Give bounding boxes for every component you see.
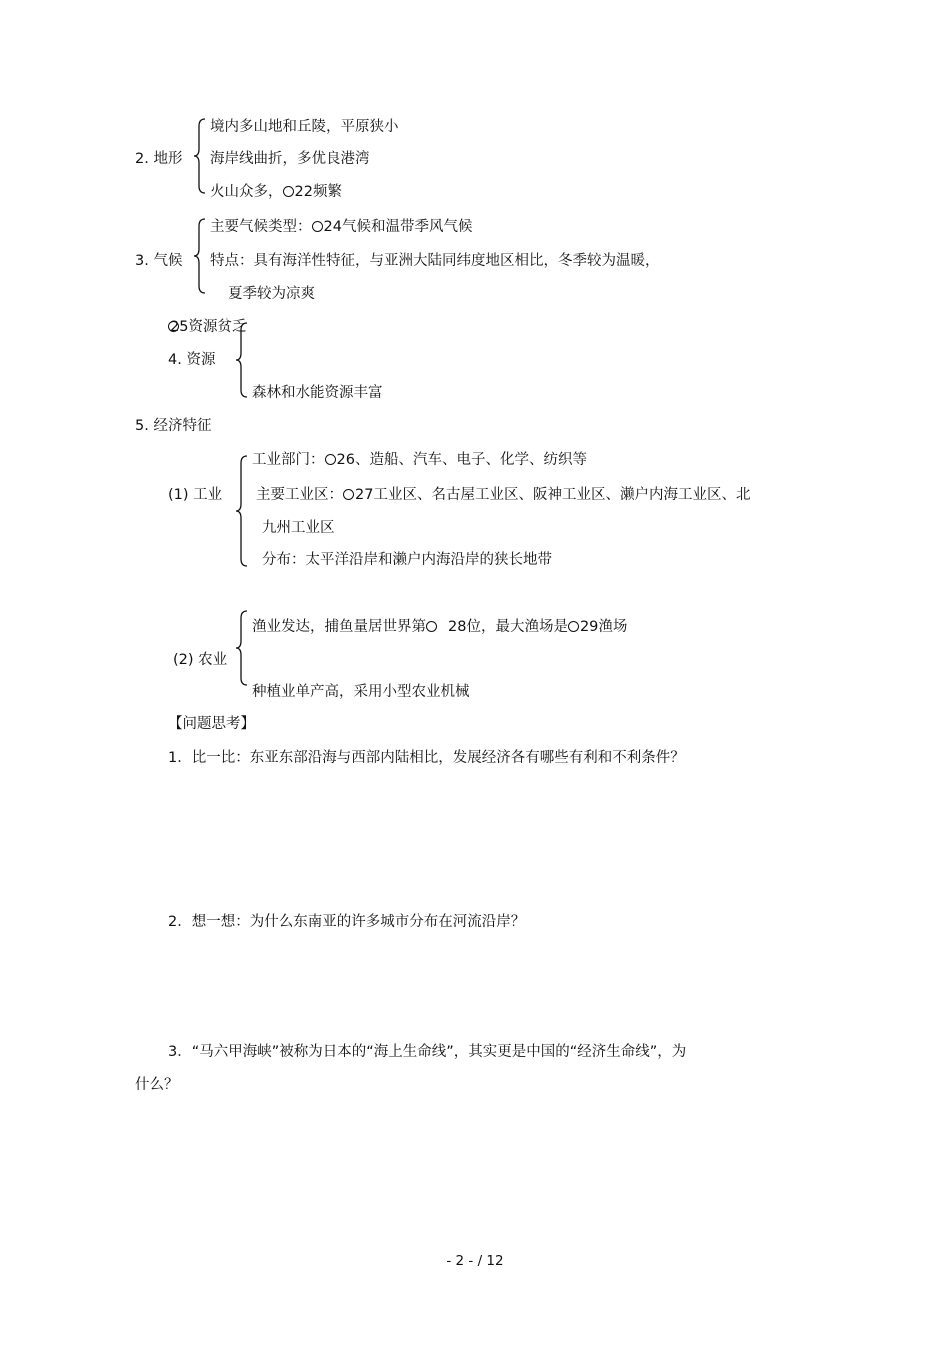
resources-item-1-post: 资源贫乏 — [188, 319, 247, 335]
resources-brace — [235, 322, 249, 398]
terrain-brace — [193, 118, 207, 194]
climate-item-2-cont: 夏季较为凉爽 — [228, 286, 315, 302]
blank-circle-icon — [312, 221, 323, 232]
terrain-item-3 — [210, 183, 342, 201]
terrain-item-3-post: 频繁 — [312, 184, 342, 200]
terrain-label: 2. 地形 — [135, 151, 183, 167]
question-1: 1．比一比：东亚东部沿海与西部内陆相比，发展经济各有哪些有利和不利条件？ — [168, 750, 685, 766]
blank-circle-icon — [426, 621, 437, 632]
question-3-line-1: 3．“马六甲海峡”被称为日本的“海上生命线”，其实更是中国的“经济生命线”，为 — [168, 1044, 687, 1060]
agriculture-label: (2) 农业 — [173, 652, 228, 668]
industry-item-2 — [256, 486, 750, 504]
blank-number: 29 — [579, 619, 599, 635]
climate-item-2: 特点：具有海洋性特征，与亚洲大陆同纬度地区相比，冬季较为温暖， — [210, 253, 660, 269]
climate-item-1-pre: 主要气候类型： — [210, 219, 312, 235]
blank-number: 26 — [336, 452, 355, 468]
industry-item-2-post: 工业区、名古屋工业区、阪神工业区、濑户内海工业区、北 — [373, 487, 751, 503]
industry-item-1-pre: 工业部门： — [252, 452, 325, 468]
questions-heading: 【问题思考】 — [168, 716, 255, 732]
blank-number: 22 — [294, 184, 313, 200]
resources-item-2: 森林和水能资源丰富 — [252, 385, 383, 401]
industry-label: (1) 工业 — [168, 487, 223, 503]
agriculture-brace — [235, 610, 249, 686]
terrain-item-1: 境内多山地和丘陵，平原狭小 — [210, 119, 399, 135]
terrain-item-2: 海岸线曲折，多优良港湾 — [210, 151, 370, 167]
blank-circle-icon — [568, 621, 579, 632]
agriculture-item-1 — [252, 618, 627, 636]
agriculture-item-1-pre: 渔业发达，捕鱼量居世界第 — [252, 619, 426, 635]
industry-item-2-pre: 主要工业区： — [256, 487, 343, 503]
agriculture-item-1-post: 渔场 — [598, 619, 628, 635]
climate-brace — [193, 218, 207, 294]
blank-circle-icon — [325, 454, 336, 465]
climate-label: 3. 气候 — [135, 253, 183, 269]
agriculture-item-2: 种植业单产高，采用小型农业机械 — [252, 684, 470, 700]
industry-item-1 — [252, 451, 587, 469]
terrain-item-3-pre: 火山众多， — [210, 184, 283, 200]
economy-heading: 5. 经济特征 — [135, 418, 212, 434]
resources-label: 4. 资源 — [168, 352, 216, 368]
blank-number: 28 — [448, 619, 467, 635]
industry-brace — [235, 455, 249, 567]
blank-number: 27 — [355, 487, 374, 503]
climate-item-1 — [210, 218, 472, 236]
climate-item-1-post: 气候和温带季风气候 — [341, 219, 473, 235]
blank-number: 24 — [323, 219, 342, 235]
blank-circle-icon — [343, 489, 354, 500]
agriculture-item-1-mid: 位，最大渔场是 — [466, 619, 568, 635]
blank-circle-icon — [283, 186, 294, 197]
question-3-line-2: 什么？ — [135, 1077, 179, 1093]
industry-item-3: 分布：太平洋沿岸和濑户内海沿岸的狭长地带 — [262, 552, 552, 568]
blank-number: 25 — [170, 319, 189, 335]
page-number: - 2 - / 12 — [446, 1253, 504, 1269]
industry-item-2-cont: 九州工业区 — [262, 520, 335, 536]
industry-item-1-post: 、造船、汽车、电子、化学、纺织等 — [354, 452, 587, 468]
question-2: 2．想一想：为什么东南亚的许多城市分布在河流沿岸？ — [168, 914, 526, 930]
